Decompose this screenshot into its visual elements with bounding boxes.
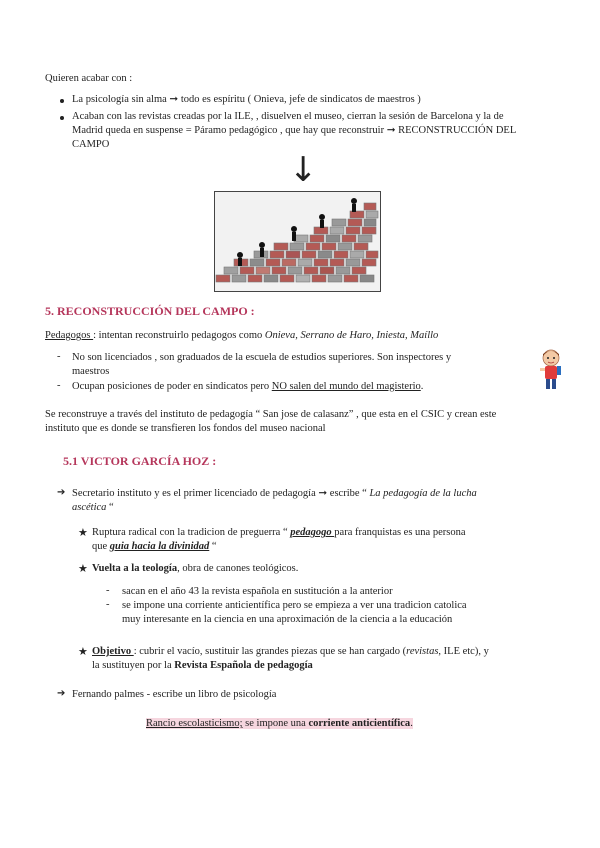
section-5-1-heading: 5.1 VICTOR GARCÍA HOZ : xyxy=(63,454,217,468)
student-character-icon xyxy=(537,348,565,392)
dash-marker: - xyxy=(106,599,110,610)
star-3-line1 xyxy=(92,645,489,659)
pedagogos-label: Pedagogos xyxy=(45,330,94,341)
dash-marker: - xyxy=(57,380,61,391)
star-3-text: : cubrir el vacío, sustituir las grandes piezas que se han cargado ( xyxy=(133,646,407,657)
pedagogos-text: : intentan reconstruirlo pedagogos como xyxy=(93,330,265,341)
star-1-text-cont: para franquistas es una persona xyxy=(334,527,466,538)
sub-dash-2-line2: muy interesante en la ciencia en una aproximación de la ciencia a la educación xyxy=(122,614,453,625)
section5-dash-1-line2: maestros xyxy=(72,366,110,377)
star-2-line xyxy=(92,562,298,576)
intro-lead: Quieren acabar con : xyxy=(45,73,133,84)
intro-bullet-1: La psicología sin alma ➞ todo es espíritu ( Onieva, jefe de sindicatos de maestros ) xyxy=(72,94,421,105)
arrow-1-book-title-cont: ascética xyxy=(72,502,107,513)
brick-wall-climbers-illustration xyxy=(214,191,381,292)
section5-dash-1-line1: No son licenciados , son graduados de la escuela de estudios superiores. Son inspectores y xyxy=(72,352,452,363)
intro-bullet-2-line2: Madrid queda en suspense = Páramo pedagógico , que hay que reconstruir ➞ RECONSTRUCCIÓN DEL xyxy=(72,125,517,136)
footer-bold: corriente anticientífica xyxy=(308,718,411,729)
star-2-text: , obra de canones teológicos. xyxy=(177,563,299,574)
sub-dash-1: sacan en el año 43 la revista española en sustitución a la anterior xyxy=(122,586,393,597)
dash-2-end: . xyxy=(420,381,424,392)
section5-dash-2 xyxy=(72,380,423,394)
arrow-right-icon: ➔ xyxy=(57,487,66,498)
star-3-text-cont: , ILE etc), y xyxy=(438,646,489,657)
section51-arrow-1-line1 xyxy=(72,487,477,501)
star-3-line2 xyxy=(92,659,313,673)
intro-bullet-2-line1: Acaban con las revistas creadas por la ILE, , disuelven el museo, cierran la sesión de Barcelona y la de xyxy=(72,111,504,122)
star-2-bold: Vuelta a la teología xyxy=(92,563,178,574)
dash-2-underlined: NO salen del mundo del magisterio xyxy=(271,381,421,392)
footer-note xyxy=(146,717,413,731)
pedagogos-line xyxy=(45,329,438,343)
star-3-text-2: la sustituyen por la xyxy=(92,660,175,671)
dash-marker: - xyxy=(106,585,110,596)
section5-para-line1: Se reconstruye a través del instituto de pedagogía “ San jose de calasanz” , que esta en el CSIC y crean este xyxy=(45,409,497,420)
star-bullet-icon: ★ xyxy=(78,527,88,539)
star-3-bold: Revista Española de pedagogía xyxy=(174,660,313,671)
star-3-italic: revistas xyxy=(406,646,439,657)
star-1-end: “ xyxy=(209,541,217,552)
intro-bullet-2-line3: CAMPO xyxy=(72,139,110,150)
section-5-heading: 5. RECONSTRUCCIÓN DEL CAMPO : xyxy=(45,304,255,318)
star-3-label: Objetivo xyxy=(92,646,134,657)
arrow-1-end: “ xyxy=(106,502,114,513)
star-1-divinidad: guia hacia la divinidad xyxy=(109,541,210,552)
arrow-1-book-title: La pedagogía de la lucha xyxy=(369,488,477,499)
bullet-marker xyxy=(60,99,64,103)
footer-underlined: Rancio escolasticismo; xyxy=(146,718,243,729)
arrow-1-text: Secretario instituto y es el primer licenciado de pedagogía ➞ escribe “ xyxy=(72,488,370,499)
dash-2-text: Ocupan posiciones de poder en sindicatos pero xyxy=(72,381,272,392)
section51-arrow-1-line2 xyxy=(72,501,114,515)
pedagogos-names: Onieva, Serrano de Haro, Iniesta, Maíllo xyxy=(264,330,439,341)
section51-arrow-2: Fernando palmes - escribe un libro de psicología xyxy=(72,689,277,700)
bullet-marker xyxy=(60,116,64,120)
star-bullet-icon: ★ xyxy=(78,563,88,575)
star-1-pedagogo: pedagogo xyxy=(290,527,335,538)
star-1-que: que xyxy=(92,541,110,552)
star-1-line1 xyxy=(92,526,466,540)
star-1-line2 xyxy=(92,540,217,554)
down-arrow-icon: ↓ xyxy=(289,150,318,190)
dash-marker: - xyxy=(57,351,61,362)
star-1-text: Ruptura radical con la tradicion de preguerra “ xyxy=(92,527,291,538)
footer-end: . xyxy=(410,718,413,729)
footer-text: se impone una xyxy=(242,718,309,729)
sub-dash-2-line1: se impone una corriente anticientífica pero se empieza a ver una tradicion catolica xyxy=(122,600,467,611)
section5-para-line2: instituto que es donde se transfieren los fondos del museo nacional xyxy=(45,423,326,434)
star-bullet-icon: ★ xyxy=(78,646,88,658)
arrow-right-icon: ➔ xyxy=(57,688,66,699)
